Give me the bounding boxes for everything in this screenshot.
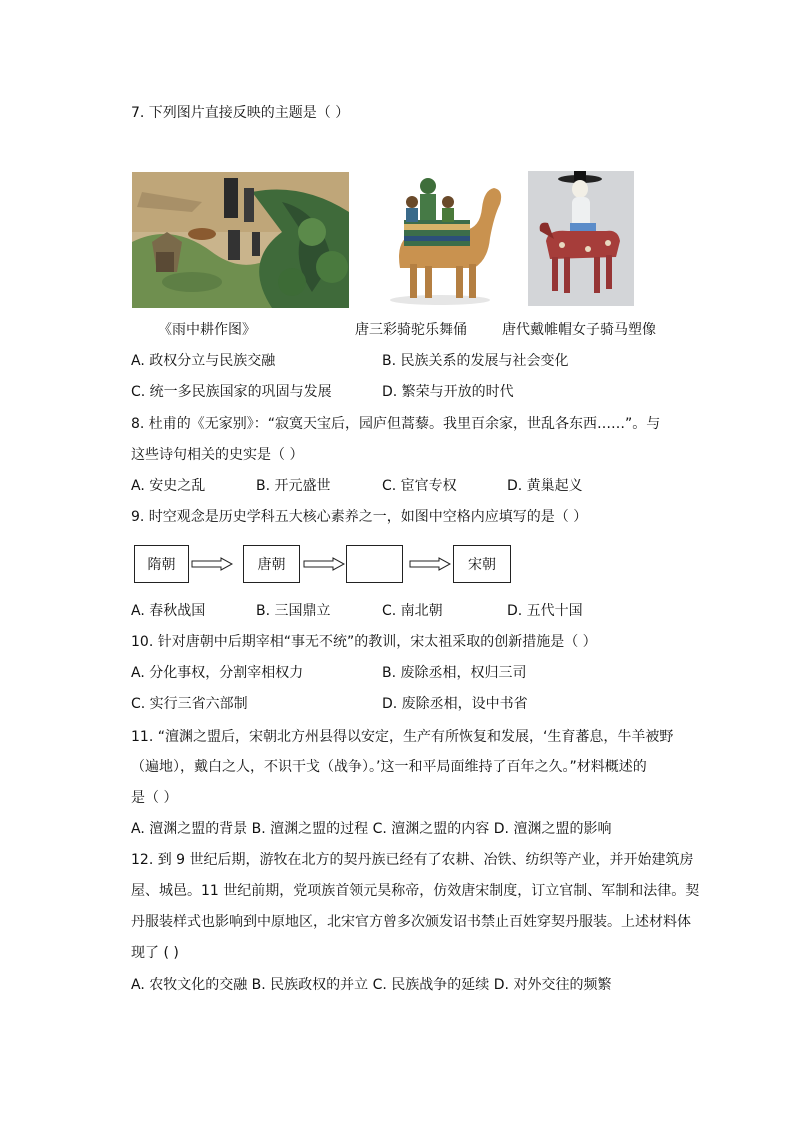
farming-painting-image [132,172,349,308]
q7-option-c[interactable]: C. 统一多民族国家的巩固与发展 [131,384,332,400]
q10-option-d[interactable]: D. 废除丞相，设中书省 [382,696,528,712]
q11-stem-line2: （遍地），戴白之人，不识干戈（战争）。’这一和平局面维持了百年之久。”材料概述的 [131,759,647,775]
horse-rider-figurine-image [528,171,634,306]
q11-stem-line3: 是（ ） [131,790,178,806]
timeline-box-blank[interactable] [346,545,403,583]
q7-option-a[interactable]: A. 政权分立与民族交融 [131,353,276,369]
caption-farming-painting: 《雨中耕作图》 [158,322,256,338]
q12-stem-line2: 屋、城邑。11 世纪前期，党项族首领元昊称帝，仿效唐宋制度，订立官制、军制和法律。契 [131,883,700,899]
arrow-right-icon [191,557,233,571]
q8-option-c[interactable]: C. 宦官专权 [382,478,457,494]
q9-stem: 9. 时空观念是历史学科五大核心素养之一，如图中空格内应填写的是（ ） [131,509,588,525]
q7-option-d[interactable]: D. 繁荣与开放的时代 [382,384,514,400]
q9-option-c[interactable]: C. 南北朝 [382,603,443,619]
q12-options[interactable]: A. 农牧文化的交融 B. 民族政权的并立 C. 民族战争的延续 D. 对外交往的频繁 [131,977,612,993]
q12-stem-line4: 现了 ( ) [131,945,179,961]
arrow-right-icon [409,557,451,571]
q10-option-c[interactable]: C. 实行三省六部制 [131,696,248,712]
q7-stem: 7. 下列图片直接反映的主题是（ ） [131,105,350,121]
q10-option-a[interactable]: A. 分化事权，分割宰相权力 [131,665,304,681]
q9-option-b[interactable]: B. 三国鼎立 [256,603,331,619]
caption-horse-rider: 唐代戴帷帽女子骑马塑像 [502,322,656,338]
q11-stem-line1: 11. “澶渊之盟后，宋朝北方州县得以安定，生产有所恢复和发展，‘生育蕃息，牛羊被野 [131,729,674,745]
camel-figurine-image [370,168,508,308]
q9-option-a[interactable]: A. 春秋战国 [131,603,206,619]
q8-option-d[interactable]: D. 黄巢起义 [507,478,583,494]
timeline-box-song: 宋朝 [453,545,511,583]
q11-options[interactable]: A. 澶渊之盟的背景 B. 澶渊之盟的过程 C. 澶渊之盟的内容 D. 澶渊之盟的影响 [131,821,612,837]
arrow-right-icon [303,557,345,571]
q8-option-b[interactable]: B. 开元盛世 [256,478,331,494]
caption-camel-figurine: 唐三彩骑驼乐舞俑 [355,322,467,338]
q8-option-a[interactable]: A. 安史之乱 [131,478,206,494]
timeline-box-tang: 唐朝 [243,545,300,583]
q7-option-b[interactable]: B. 民族关系的发展与社会变化 [382,353,569,369]
q10-option-b[interactable]: B. 废除丞相，权归三司 [382,665,527,681]
q12-stem-line3: 丹服装样式也影响到中原地区，北宋官方曾多次颁发诏书禁止百姓穿契丹服装。上述材料体 [131,914,691,930]
q8-stem-line1: 8. 杜甫的《无家别》：“寂寞天宝后，园庐但蒿藜。我里百余家，世乱各东西……”。与 [131,416,661,432]
q8-stem-line2: 这些诗句相关的史实是（ ） [131,447,304,463]
q9-option-d[interactable]: D. 五代十国 [507,603,583,619]
q12-stem-line1: 12. 到 9 世纪后期，游牧在北方的契丹族已经有了农耕、冶铁、纺织等产业，并开始建筑房 [131,852,694,868]
timeline-box-sui: 隋朝 [134,545,189,583]
q10-stem: 10. 针对唐朝中后期宰相“事无不统”的教训，宋太祖采取的创新措施是（ ） [131,634,597,650]
